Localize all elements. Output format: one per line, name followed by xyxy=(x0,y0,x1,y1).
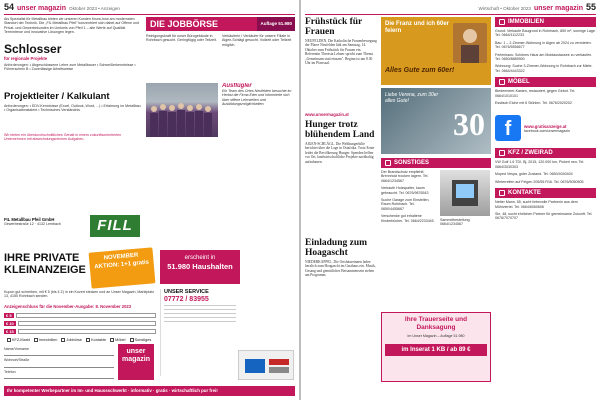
immobilien-item: Ferienhaus: Schönes Haus am Moldaustausee zu verkaufen. Tel. 0650/8889900 xyxy=(495,52,593,62)
service-phone: 07772 / 83955 xyxy=(164,296,209,303)
house-icon xyxy=(499,19,505,25)
issue-date: Oktober 2023 • Anzeigen xyxy=(69,6,120,11)
heart-icon xyxy=(499,190,505,196)
company-name: FIL Metallbau Pfeil GmbH xyxy=(4,217,55,222)
page-number: 54 xyxy=(4,2,15,12)
sonstiges-item: Verkaufe Holzspalter, kaum gebraucht. Tel. 0676/9876543 xyxy=(381,186,429,195)
birthday-30-text: Liebe Verena, zum 30er alles Gute! xyxy=(385,92,439,104)
page-number: 55 xyxy=(585,2,596,12)
category-moebel: Möbel xyxy=(115,338,126,342)
kontakte-item: Sie, 48, sucht ehrlichen Partner für gemeinsame Zukunft. Tel. 0676/7070707 xyxy=(495,211,593,221)
logo-ad-graphic xyxy=(239,351,294,380)
job-body-projektleiter: Anforderungen: • EDV-Kenntnisse (Excel, Outlook, Word, ...) • Erfahrung im Metallbau • Organisationstalent • Technisches Verständnis xyxy=(4,104,141,113)
promo-households: 51.980 Haushalten xyxy=(167,262,233,271)
promo-badge: NOVEMBER AKTION: 1+1 gratis xyxy=(89,247,156,288)
form-lines xyxy=(4,312,156,336)
birthday-60-photo xyxy=(453,23,487,63)
company-logo: FILL xyxy=(90,215,140,237)
facebook-url[interactable]: facebook.com/unsermagazin xyxy=(524,128,570,133)
job-subtitle-schlosser: für regionale Projekte xyxy=(4,56,48,61)
checkbox-moebel[interactable] xyxy=(110,338,114,342)
checkbox-jobboerse[interactable] xyxy=(61,338,65,342)
category-jobboerse: Jobbörse xyxy=(66,338,83,342)
birthday-60-greeting: Alles Gute zum 60er! xyxy=(385,67,455,74)
group-photo-figures xyxy=(146,83,218,137)
order-subtitle: im Unser Magazin – Auflage 51.980 xyxy=(407,334,465,338)
job-ad-metallbau xyxy=(4,17,142,246)
jobboerse-title: DIE JOBBÖRSE xyxy=(146,17,257,31)
promo-title: IHRE PRIVATE KLEINANZEIGE xyxy=(4,252,86,276)
order-ad xyxy=(381,312,491,382)
birthday-30-number: 30 xyxy=(453,106,485,142)
moebel-item: Esstisch Eiche mit 6 Stühlen. Tel. 0676/2020202 xyxy=(495,101,572,106)
job-title-projektleiter: Projektleiter / Kalkulant xyxy=(4,91,110,102)
kfz-item: Winterreifen auf Felgen 205/55 R16. Tel. 0676/5050505 xyxy=(495,179,584,184)
issue-date: Wirtschaft • Oktober 2023 xyxy=(478,6,531,11)
sonstiges-item: Suche Garage zum Einstellen, Raum Rohrbach. Tel. 0650/4455667 xyxy=(381,198,430,211)
sonstiges-title: SONSTIGES xyxy=(394,160,430,166)
immobilien-listings xyxy=(495,29,596,73)
field-telefon[interactable] xyxy=(4,378,114,379)
group-photo xyxy=(146,83,218,137)
form-price-row-1[interactable] xyxy=(4,312,156,319)
form-price-row-2[interactable] xyxy=(4,319,156,327)
form-price-row-3[interactable] xyxy=(4,327,156,335)
kfz-listings xyxy=(495,160,596,184)
checkbox-kfz[interactable] xyxy=(7,338,11,342)
sonstiges-photo-col xyxy=(440,170,490,227)
moebel-item: Biedermeier-Kasten, restauriert, gegen Gebot. Tel. 0664/1010101 xyxy=(495,89,576,98)
service-column xyxy=(160,289,236,376)
footer-banner: Ihr kompetenter Werbepartner im Im- und Haussschwerkt · informativ · gratis · wirtschaftlich pur frei! xyxy=(4,386,295,396)
form-text-line-3[interactable] xyxy=(18,329,156,334)
form-intro: Kupon gut schreiben, mit € 5 (bis 4 Z) in ein Kuvert stecken und an Unser Magazin, Marktplatz 13, 4150 Rohrbach senden. xyxy=(4,290,155,299)
immobilien-header xyxy=(495,17,596,27)
birthday-ad-60 xyxy=(381,17,491,85)
article-1-body: NEUFELDEN. Die Katholische Frauenbewegung der Pfarre Neufelden lädt am Samstag, 14. Oktober zum Frühstück für Frauen ein. Referentin Theresia Lehner spricht zum Thema „Gemeinsam statt einsam". Beginn ist um 8.30 Uhr im Pfarrsaal. xyxy=(305,39,377,66)
right-page xyxy=(301,0,600,400)
logo-ad xyxy=(238,350,294,380)
jobboerse-header xyxy=(146,17,295,31)
birthday-ad-30 xyxy=(381,88,491,154)
form-price-2: € 10 xyxy=(6,320,14,326)
promo-circulation xyxy=(160,250,240,284)
kfz-header xyxy=(495,148,596,158)
sonstiges-footer: Sammelbestellung 0664/1234567 xyxy=(440,218,470,227)
box-icon xyxy=(385,160,391,166)
web-url[interactable]: www.gratisanzeige.at xyxy=(524,123,567,129)
kfz-item: Moped Vespa, guter Zustand. Tel. 0650/4040404 xyxy=(495,172,573,177)
photo-caption xyxy=(222,83,295,137)
field-name[interactable] xyxy=(4,355,114,356)
moebel-title: MÖBEL xyxy=(508,79,530,86)
category-immobilien: Immobilien xyxy=(39,338,58,342)
sofa-icon xyxy=(499,79,505,85)
social-ad xyxy=(495,112,596,144)
article-3-body: NIEDERKAPPEL. Die Ortsbäuerinnen laden herzlich zum Hoagascht im Gasthaus ein. Musik, Gesang und gemütliches Beisammensein stehen am Programm. xyxy=(305,260,376,278)
checkbox-sonstiges[interactable] xyxy=(130,338,134,342)
contact-fields xyxy=(4,347,114,385)
form-deadline: Anzeigenschluss für die November-Ausgabe: 8. November 2023 xyxy=(4,304,132,309)
kontakte-listings xyxy=(495,200,596,221)
article-2-title: Hunger trotz blühendem Land xyxy=(305,120,375,140)
job-body-schlosser: Anforderungen: • Abgeschlossene Lehre zum Metallbauer • Schweißerkenntnisse • Führerschein B • Zuverlässige Arbeitsweise xyxy=(4,63,136,72)
form-price-1: € 5 xyxy=(6,313,12,318)
order-price: im Inserat 1 KB / ab 89 € xyxy=(385,344,487,356)
checkbox-immobilien[interactable] xyxy=(34,338,38,342)
kontakte-item: Netter Mann, 55, sucht liebevolle Partnerin aus dem Mühlviertel. Tel. 0664/6060606 xyxy=(495,200,578,209)
job-listing-1: Reinigungskraft für unser Bürogebäude in Rohrbach gesucht. Geringfügig oder Teilzeit. xyxy=(146,34,217,43)
kfz-item: VW Golf 1.6 TDI, Bj. 2015, 120.000 km, Pickerl neu. Tel. 0664/3030303 xyxy=(495,160,585,169)
car-icon xyxy=(499,150,505,156)
article-2-body: AIGEN-SCHLÄGL. Die Welthungerhilfe berichtet über die Lage in Ostafrika. Trotz Ernte leidet die Bevölkerung Hunger. Spenden helfen vor Ort, landwirtschaftliche Projekte nachhaltig aufzubauen. xyxy=(305,142,375,164)
sonstiges-item: Der Brandschutz empfiehlt: Brennholz trocken lagern. Tel. 0664/1234567 xyxy=(381,170,429,183)
jobboerse-circulation: Auflage 51.980 xyxy=(257,17,295,31)
immobilien-item: Grund: Verkaufe Baugrund in Rohrbach, 850 m², sonnige Lage. Tel. 0664/1112233 xyxy=(495,29,596,38)
field-label-telefon: Telefon xyxy=(4,369,16,374)
immobilien-item: Wohnung: Suche 3-Zimmer-Wohnung in Rohrbach zur Miete. Tel. 0664/4443322 xyxy=(495,64,593,73)
promo-sub: erscheint in xyxy=(184,255,216,261)
magazine-logo: unser magazin xyxy=(118,344,154,380)
sonstiges-header xyxy=(381,158,491,168)
left-page xyxy=(0,0,299,400)
job-ad-intro: Als Spezialist für Metallbau bieten wir unseren Kunden Know-how am modernsten Standort der Technik. Die „FIL Metallbau Pfeil" konzentriert sich dabei auf Offene und Privat- und Gewerbekunden im Umkreis von Pfeil 1 – alle Werte auf Qualität. Termintreue und innovative Lösungen legen. xyxy=(4,17,140,35)
sonstiges-section xyxy=(381,158,491,308)
product-photo xyxy=(440,170,490,216)
moebel-header xyxy=(495,77,596,87)
company-block xyxy=(4,217,84,226)
right-page-header xyxy=(479,2,596,13)
form-price-3: € 15 xyxy=(6,328,14,334)
category-checkboxes xyxy=(4,338,200,345)
category-kfz: KFZ-Markt xyxy=(12,338,30,342)
immobilien-item: Bau: 1 – 2-Zimmer-Wohnung in Aigen ab 2024 zu vermieten. Tel. 0676/5556677 xyxy=(495,40,592,50)
job-contact-text: Wir bieten ein überdurchschnittliches Gehalt in einem zukunftsorientierten Unternehmen mit abwechslungsreichen Aufgaben. xyxy=(4,133,122,142)
sonstiges-listings xyxy=(381,170,437,227)
category-kontakte: Kontakte xyxy=(91,338,107,342)
brand-name: unser magazin xyxy=(533,5,583,12)
order-title: Ihre Trauerseite und Danksagung xyxy=(404,316,468,331)
job-listing-2: Verkäuferin / Verkäufer für unsere Filiale in Aigen-Schlägl gesucht. Vollzeit oder Teilzeit möglich. xyxy=(222,34,292,47)
service-title: UNSER SERVICE xyxy=(164,289,209,295)
form-text-line-1[interactable] xyxy=(16,313,156,318)
left-page-header xyxy=(4,2,120,13)
field-label-name: Name/Vorname xyxy=(4,347,29,351)
website-url: www.unsermagazin.at xyxy=(305,112,349,117)
checkbox-kontakte[interactable] xyxy=(86,338,90,342)
field-label-wohnort: Wohnort/Straße xyxy=(4,358,30,363)
kfz-title: KFZ / ZWEIRAD xyxy=(508,150,553,157)
birthday-60-text: Die Franz und ich 60er feiern xyxy=(385,21,450,34)
job-title-schlosser: Schlosser xyxy=(4,42,62,56)
form-text-line-2[interactable] xyxy=(18,321,156,326)
facebook-icon[interactable]: f xyxy=(495,115,521,141)
article-column xyxy=(305,17,377,387)
kontakte-title: KONTAKTE xyxy=(508,190,541,197)
article-1-title: Frühstück für Frauen xyxy=(305,17,363,37)
kontakte-header xyxy=(495,188,596,198)
immobilien-title: IMMOBILIEN xyxy=(508,19,544,25)
sonstiges-item: Verschenke gut erhaltene Kinderbücher. Tel. 0664/2233445 xyxy=(381,214,434,223)
moebel-listings xyxy=(495,89,596,108)
brand-name: unser magazin xyxy=(17,5,67,12)
company-address: Gewerbestraße 12 · 4132 Lembach xyxy=(4,222,61,226)
classified-column xyxy=(495,17,596,387)
article-3-title: Einladung zum Hoagascht xyxy=(305,238,368,258)
photo-caption-body: Ein Team des Ortes Neufelden besuchte im Herbst die Firma Eder und informierte sich über offene Lehrstellen und Ausbildungsmöglichkeiten. xyxy=(222,89,292,107)
category-sonstiges: Sonstiges xyxy=(134,338,152,342)
photo-caption-title: Ausflügler xyxy=(222,83,252,89)
field-wohnort[interactable] xyxy=(4,367,114,368)
